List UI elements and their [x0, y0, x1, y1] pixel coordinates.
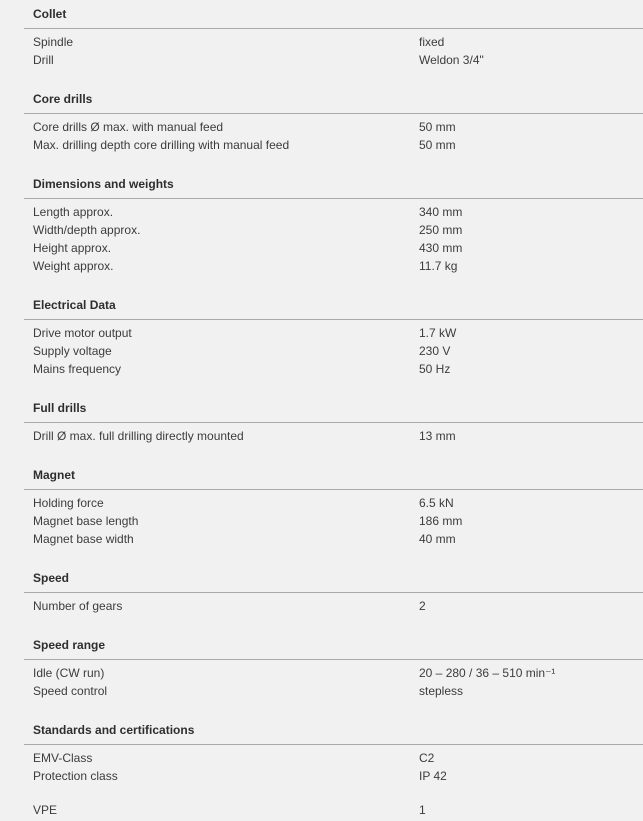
spec-label: Core drills Ø max. with manual feed: [33, 120, 224, 134]
spec-row: [0, 203, 643, 221]
spec-row: [0, 118, 643, 136]
spacer: [0, 785, 643, 801]
spec-row: [0, 136, 643, 154]
spec-label: Drive motor output: [33, 326, 132, 340]
spec-row: [0, 682, 643, 700]
spec-rows: [0, 199, 643, 275]
spec-group: [0, 0, 643, 85]
spec-rows: [0, 745, 643, 785]
spec-rows: [0, 320, 643, 378]
group-title: Standards and certifications: [33, 723, 195, 737]
spec-value: 250 mm: [419, 223, 463, 237]
spec-value: 40 mm: [419, 532, 456, 546]
spec-label: Speed control: [33, 684, 108, 698]
spec-group: [0, 716, 643, 785]
group-title: Speed: [33, 571, 70, 585]
spec-label: Weight approx.: [33, 259, 114, 273]
spec-group: [0, 85, 643, 170]
spec-label: Drill: [33, 53, 54, 67]
spec-value: 2: [419, 599, 426, 613]
spec-label: Magnet base width: [33, 532, 134, 546]
spec-row: [0, 221, 643, 239]
group-spacer: [0, 700, 643, 716]
spec-group: [0, 564, 643, 631]
spec-label: Protection class: [33, 769, 118, 783]
spec-row: [0, 33, 643, 51]
vpe-label: VPE: [33, 803, 58, 817]
group-spacer: [0, 445, 643, 461]
spec-label: Supply voltage: [33, 344, 112, 358]
group-spacer: [0, 275, 643, 291]
spec-row: [0, 597, 643, 615]
group-title: Core drills: [33, 92, 93, 106]
spec-label: Mains frequency: [33, 362, 122, 376]
spec-row: [0, 427, 643, 445]
spec-rows: [0, 660, 643, 700]
spec-group: [0, 170, 643, 291]
spec-value: 11.7 kg: [419, 259, 458, 273]
spec-value: 430 mm: [419, 241, 463, 255]
spec-value: C2: [419, 751, 435, 765]
group-title: Speed range: [33, 638, 106, 652]
spec-label: Height approx.: [33, 241, 112, 255]
spec-value: 20 – 280 / 36 – 510 min⁻¹: [419, 666, 556, 680]
spec-group: [0, 394, 643, 461]
group-spacer: [0, 69, 643, 85]
spec-row: [0, 512, 643, 530]
spec-value: IP 42: [419, 769, 447, 783]
group-spacer: [0, 378, 643, 394]
group-title: Collet: [33, 7, 67, 21]
spec-row: [0, 257, 643, 275]
spec-rows: [0, 114, 643, 154]
spec-rows: [0, 593, 643, 615]
group-title: Electrical Data: [33, 298, 116, 312]
spec-row: [0, 342, 643, 360]
spec-label: Max. drilling depth core drilling with manual feed: [33, 138, 290, 152]
spec-row: [0, 360, 643, 378]
spec-row: [0, 324, 643, 342]
spec-label: EMV-Class: [33, 751, 93, 765]
spec-row: [0, 494, 643, 512]
spec-rows: [0, 29, 643, 69]
spec-value: 50 Hz: [419, 362, 451, 376]
spec-value: 6.5 kN: [419, 496, 454, 510]
spec-row: [0, 51, 643, 69]
group-title: Full drills: [33, 401, 87, 415]
group-title: Dimensions and weights: [33, 177, 174, 191]
spec-label: Length approx.: [33, 205, 114, 219]
spec-row: [0, 767, 643, 785]
vpe-value: 1: [419, 803, 426, 817]
spec-row: [0, 530, 643, 548]
group-spacer: [0, 615, 643, 631]
spec-rows: [0, 423, 643, 445]
spec-value: 230 V: [419, 344, 451, 358]
spec-group: [0, 461, 643, 564]
spec-label: Number of gears: [33, 599, 123, 613]
spec-value: 50 mm: [419, 120, 456, 134]
spec-value: 13 mm: [419, 429, 456, 443]
spec-value: Weldon 3/4": [419, 53, 484, 67]
spec-rows: [0, 490, 643, 548]
spec-label: Magnet base length: [33, 514, 139, 528]
vpe-row: [0, 801, 643, 819]
spec-label: Idle (CW run): [33, 666, 105, 680]
spec-value: 340 mm: [419, 205, 463, 219]
spec-value: fixed: [419, 35, 445, 49]
spec-value: stepless: [419, 684, 464, 698]
spec-value: 1.7 kW: [419, 326, 457, 340]
group-spacer: [0, 548, 643, 564]
spec-label: Width/depth approx.: [33, 223, 141, 237]
spec-label: Spindle: [33, 35, 74, 49]
spec-label: Holding force: [33, 496, 104, 510]
spec-label: Drill Ø max. full drilling directly mounted: [33, 429, 244, 443]
group-spacer: [0, 154, 643, 170]
spec-row: [0, 664, 643, 682]
spec-row: [0, 239, 643, 257]
spec-value: 50 mm: [419, 138, 456, 152]
spec-group: [0, 291, 643, 394]
spec-row: [0, 749, 643, 767]
spec-group: [0, 631, 643, 716]
spec-value: 186 mm: [419, 514, 463, 528]
group-title: Magnet: [33, 468, 75, 482]
